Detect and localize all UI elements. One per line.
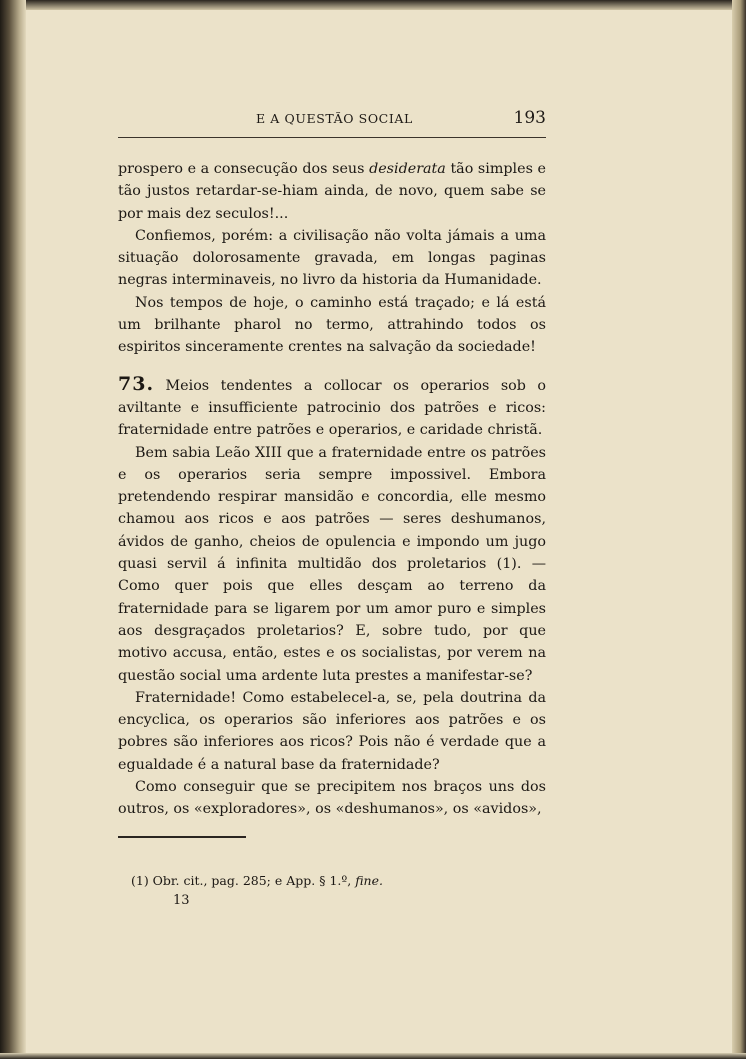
footnote	[131, 873, 383, 888]
signature-mark: 13	[173, 893, 190, 908]
footnote-italic: fine.	[355, 873, 383, 888]
paragraph: Nos tempos de hoje, o caminho está traçado; e lá está um brilhante pharol no termo, attrahindo todos os espiritos sinceramente crentes na salvação da sociedade!	[118, 294, 546, 356]
paragraph: Bem sabia Leão XIII que a fraternidade entre os patrões e os operarios seria sempre impossivel. Embora pretendendo respirar mansidão e concordia, elle mesmo chamou aos ricos e aos patrões — seres deshumanos, ávidos de ganho, cheios de opulencia e impondo um jugo quasi servil á infinita multidão dos proletarios (1). — Como quer pois que elles desçam ao terreno da fraternidade para se ligarem por um amor puro e simples aos desgraçados proletarios? E, sobre tudo, por que motivo accusa, então, estes e os socialistas, por verem na questão social uma ardente luta prestes a manifestar-se?	[118, 444, 546, 684]
footnote-rule	[118, 836, 246, 838]
page-right-edge	[732, 0, 746, 1059]
page-header	[118, 108, 546, 134]
section-heading-text: Meios tendentes a collocar os operarios sob o aviltante e insufficiente patrocinio dos patrões e ricos: fraternidade entre patrões e operarios, e caridade christã.	[118, 377, 546, 439]
header-rule	[118, 137, 546, 138]
page-bottom-edge	[0, 1053, 746, 1059]
paragraph: Como conseguir que se precipitem nos braços uns dos outros, os «exploradores», os «deshumanos», os «avidos»,	[118, 779, 546, 818]
body-text	[118, 158, 546, 821]
paragraph-continuation	[118, 158, 546, 225]
paragraph: Confiemos, porém: a civilisação não volta jámais a uma situação dolorosamente gravada, em longas paginas negras interminaveis, no livro da historia da Humanidade.	[118, 227, 546, 289]
italic-term: desiderata	[369, 161, 446, 177]
footnote-text: (1) Obr. cit., pag. 285; e App. § 1.º,	[131, 873, 356, 888]
paragraph-text: tão simples e tão justos retardar-se-hiam ainda, de novo, quem sabe se por mais dez seculos!...	[118, 161, 546, 222]
section-number: 73.	[118, 372, 155, 395]
running-title: E A QUESTÃO SOCIAL	[256, 111, 413, 126]
paragraph: Fraternidade! Como estabelecel-a, se, pela doutrina da encyclica, os operarios são inferiores aos patrões e os pobres são inferiores aos ricos? Pois não é verdade que a egualdade é a natural base da fraternidade?	[118, 689, 546, 773]
page-number: 193	[513, 108, 546, 128]
book-gutter	[0, 0, 26, 1059]
section-heading-paragraph	[118, 373, 546, 442]
page-top-edge	[0, 0, 746, 10]
paragraph-text: prospero e a consecução dos seus	[118, 161, 370, 177]
